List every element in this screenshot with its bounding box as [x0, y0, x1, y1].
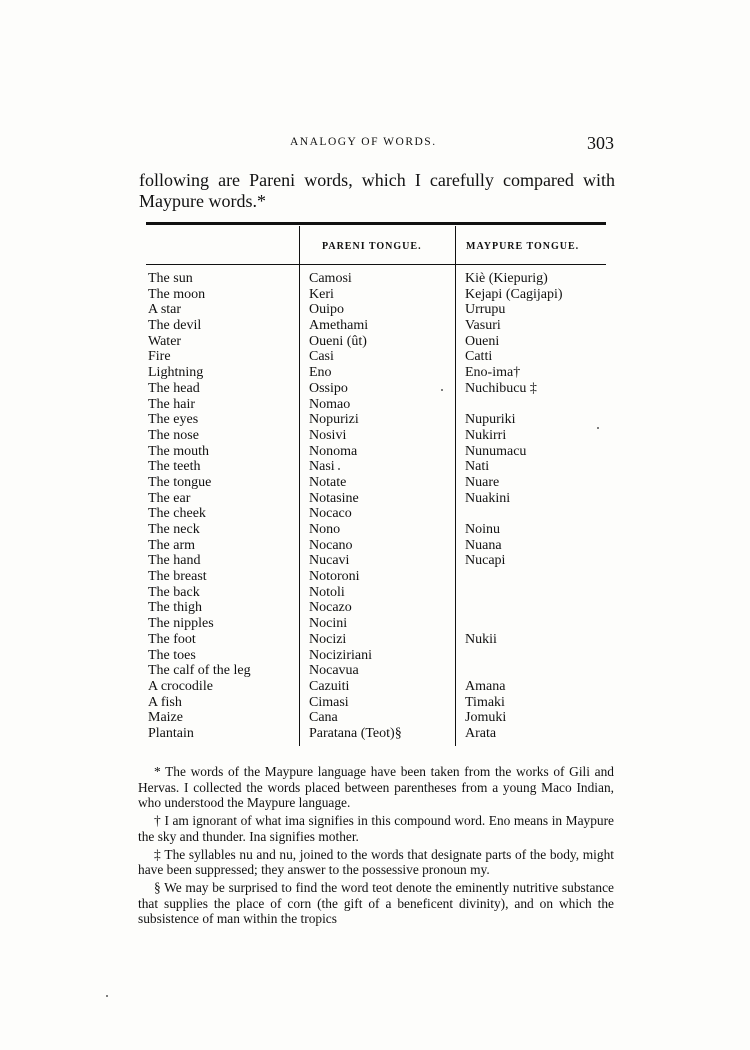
- maypure-word: [457, 600, 465, 616]
- pareni-word: Notoli: [309, 584, 345, 600]
- pareni-word: Nucavi: [309, 553, 350, 569]
- print-speck: [338, 468, 340, 470]
- english-word: A fish: [148, 694, 182, 710]
- english-word: The thigh: [148, 600, 203, 616]
- english-word: Water: [148, 333, 182, 349]
- footnote: † I am ignorant of what ima signifies in this compound word. Eno means in Maypure the sky and thunder. Ina signifies mother.: [138, 813, 614, 844]
- table-row: [146, 695, 606, 711]
- english-word: The devil: [148, 318, 202, 334]
- pareni-word: Cimasi: [309, 694, 349, 710]
- table-row: [146, 710, 606, 726]
- maypure-word: Nukii: [465, 631, 497, 647]
- pareni-word: Eno: [309, 365, 332, 381]
- table-row: [146, 538, 606, 554]
- pareni-word: Nocizi: [309, 631, 347, 647]
- pareni-word: Nocini: [309, 616, 348, 632]
- header-bottom-rule: [146, 264, 606, 265]
- page-number: 303: [587, 133, 614, 153]
- english-word: The moon: [148, 286, 206, 302]
- english-word: Maize: [148, 710, 183, 726]
- pareni-word: Keri: [309, 286, 334, 302]
- running-title: ANALOGY OF WORDS.: [290, 136, 437, 148]
- table-row: [146, 318, 606, 334]
- column-header-maypure: MAYPURE TONGUE.: [466, 241, 580, 252]
- english-word: The teeth: [148, 459, 201, 475]
- pareni-word: Nocavua: [309, 663, 359, 679]
- maypure-word: Eno-ima†: [465, 365, 521, 381]
- english-word: A crocodile: [148, 678, 213, 694]
- table-row: [146, 569, 606, 585]
- english-word: The neck: [148, 522, 200, 537]
- footnotes: [138, 764, 614, 929]
- footnote: * The words of the Maypure language have been taken from the works of Gili and Hervas. I collected the words placed between parentheses from a young Maco Indian, who understood the Maypure language.: [138, 764, 614, 811]
- pareni-word: Camosi: [309, 271, 352, 286]
- english-word: The tongue: [148, 474, 212, 490]
- table-row: [146, 648, 606, 664]
- table-row: [146, 271, 606, 287]
- maypure-word: Catti: [465, 349, 493, 365]
- pareni-word: Nocazo: [309, 600, 352, 616]
- table-row: [146, 428, 606, 444]
- maypure-word: Arata: [465, 725, 497, 741]
- maypure-word: [457, 569, 465, 585]
- table-row: [146, 522, 606, 538]
- maypure-word: [457, 648, 465, 664]
- maypure-word: Nukirri: [465, 427, 507, 443]
- maypure-word: Nupuriki: [465, 412, 516, 428]
- pareni-word: Cazuiti: [309, 678, 350, 694]
- english-word: The nose: [148, 427, 199, 443]
- pareni-word: Nosivi: [309, 427, 347, 443]
- english-word: The foot: [148, 631, 196, 647]
- maypure-word: Nati: [465, 459, 490, 475]
- english-word: A star: [148, 302, 182, 318]
- pareni-word: Casi: [309, 349, 334, 365]
- maypure-word: Nunumacu: [465, 443, 527, 459]
- table-row: [146, 397, 606, 413]
- footnote: § We may be surprised to find the word teot denote the eminently nutritive substance that supplies the place of corn (the gift of a beneficent divinity), and on which the subsistence of man within the tropics: [138, 879, 614, 927]
- pareni-word: Nociziriani: [309, 647, 372, 663]
- table-row: [146, 553, 606, 569]
- pareni-word: Nocano: [309, 537, 353, 553]
- table-row: [146, 334, 606, 350]
- english-word: The calf of the leg: [148, 663, 251, 679]
- pareni-word: Nono: [309, 522, 341, 537]
- maypure-word: Nuchibucu ‡: [465, 380, 537, 396]
- english-word: The arm: [148, 537, 196, 553]
- table-row: [146, 663, 606, 679]
- english-word: Lightning: [148, 365, 204, 381]
- maypure-word: [457, 663, 465, 679]
- maypure-word: Kiè (Kiepurig): [465, 271, 548, 286]
- pareni-word: Cana: [309, 710, 338, 726]
- maypure-word: Oueni: [465, 333, 500, 349]
- maypure-word: Urrupu: [465, 302, 506, 318]
- english-word: The hair: [148, 396, 196, 412]
- table-row: [146, 475, 606, 491]
- english-word: The ear: [148, 490, 191, 506]
- table-row: [146, 632, 606, 648]
- english-word: The cheek: [148, 506, 206, 522]
- english-word: The hand: [148, 553, 201, 569]
- pareni-word: Ouipo: [309, 302, 344, 318]
- column-header-pareni: PARENI TONGUE.: [322, 241, 422, 252]
- maypure-word: [457, 506, 465, 522]
- maypure-word: [457, 397, 465, 413]
- maypure-word: Nuakini: [465, 490, 511, 506]
- maypure-word: Nuare: [465, 474, 500, 490]
- table-row: [146, 302, 606, 318]
- print-speck: [597, 427, 599, 429]
- maypure-word: [457, 616, 465, 632]
- maypure-word: Nucapi: [465, 553, 506, 569]
- pareni-word: Nonoma: [309, 443, 358, 459]
- pareni-word: Ossipo: [309, 380, 348, 396]
- english-word: The head: [148, 380, 200, 396]
- table-row: [146, 287, 606, 303]
- table-row: [146, 616, 606, 632]
- intro-paragraph: following are Pareni words, which I carefully compared with Maypure words.*: [139, 170, 615, 211]
- table-row: [146, 506, 606, 522]
- table-row: [146, 444, 606, 460]
- maypure-word: Kejapi (Cagijapi): [465, 286, 563, 302]
- pareni-word: Nocaco: [309, 506, 352, 522]
- table-row: [146, 726, 606, 742]
- table-row: [146, 600, 606, 616]
- pareni-word: Paratana (Teot)§: [309, 725, 402, 741]
- table-row: [146, 459, 606, 475]
- maypure-word: Nuana: [465, 537, 502, 553]
- pareni-word: Oueni (ût): [309, 333, 367, 349]
- table-row: [146, 412, 606, 428]
- pareni-word: Nomao: [309, 396, 351, 412]
- maypure-word: Noinu: [465, 522, 500, 537]
- pareni-word: Amethami: [309, 318, 369, 334]
- english-word: Plantain: [148, 725, 194, 741]
- table-row: [146, 381, 606, 397]
- maypure-word: Timaki: [465, 694, 505, 710]
- maypure-word: [457, 585, 465, 601]
- table-row: [146, 585, 606, 601]
- table-row: [146, 679, 606, 695]
- print-speck: [441, 389, 443, 391]
- english-word: The nipples: [148, 616, 214, 632]
- english-word: The eyes: [148, 412, 199, 428]
- footnote: ‡ The syllables nu and nu, joined to the words that designate parts of the body, might have been suppressed; they answer to the possessive pronoun my.: [138, 846, 614, 878]
- maypure-word: Amana: [465, 678, 506, 694]
- english-word: The back: [148, 584, 200, 600]
- maypure-word: Vasuri: [465, 318, 501, 334]
- english-word: The mouth: [148, 443, 210, 459]
- maypure-word: Jomuki: [465, 710, 507, 726]
- table-row: [146, 365, 606, 381]
- english-word: The sun: [148, 271, 193, 286]
- table-top-rule: [146, 222, 606, 225]
- table-body: [146, 271, 606, 742]
- pareni-word: Notasine: [309, 490, 359, 506]
- english-word: Fire: [148, 349, 171, 365]
- english-word: The toes: [148, 647, 196, 663]
- pareni-word: Nasi: [309, 459, 335, 475]
- table-row: [146, 349, 606, 365]
- pareni-word: Notate: [309, 474, 347, 490]
- running-header: [140, 133, 614, 155]
- english-word: The breast: [148, 569, 207, 585]
- table-row: [146, 491, 606, 507]
- pareni-word: Notoroni: [309, 569, 360, 585]
- print-speck: [106, 995, 108, 997]
- pareni-word: Nopurizi: [309, 412, 359, 428]
